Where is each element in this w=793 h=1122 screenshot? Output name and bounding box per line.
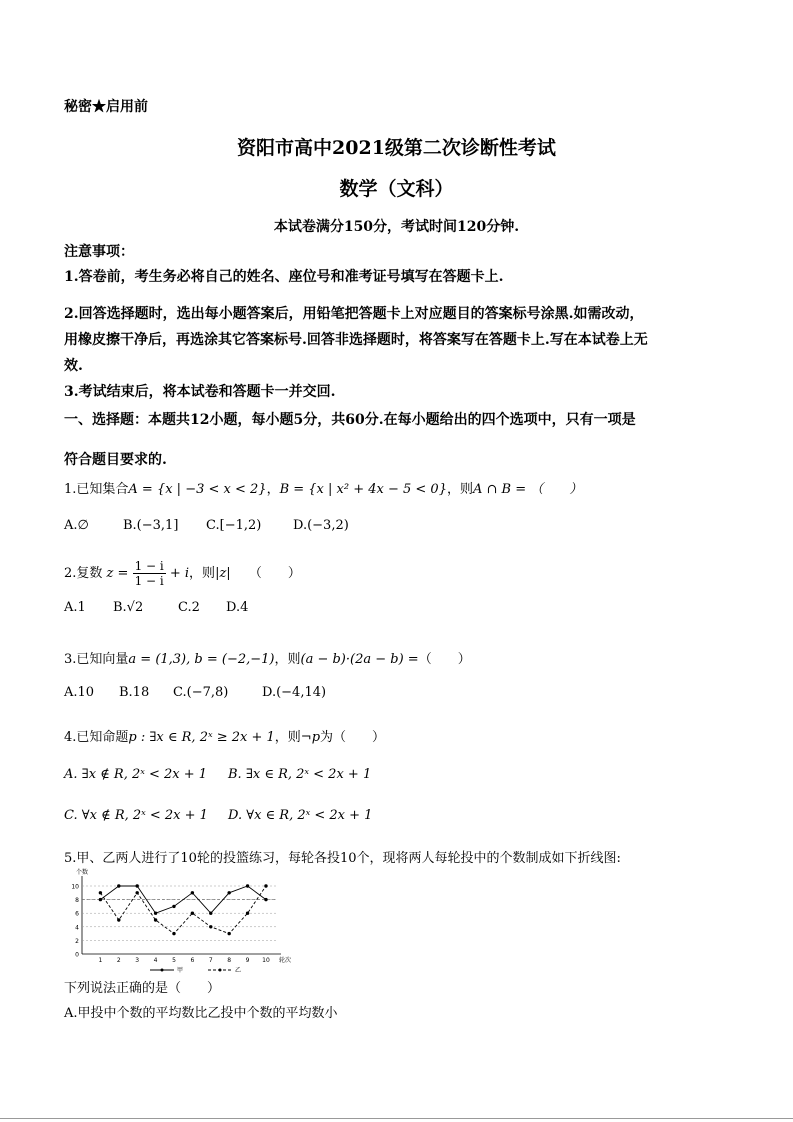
- q2-denominator: 1 − i: [134, 574, 164, 588]
- x-tick-label: 7: [208, 957, 213, 964]
- q3-option-c: C.(−7,8): [173, 685, 229, 700]
- x-tick-label: 4: [153, 957, 158, 964]
- q2-option-c: C.2: [178, 600, 200, 615]
- x-tick-label: 1: [98, 957, 103, 964]
- q2-abs-z: |z|: [215, 566, 231, 581]
- q3-vectors: a = (1,3), b = (−2,−1): [128, 652, 275, 667]
- q3-expression: (a − b)·(2a − b) =: [300, 652, 419, 667]
- q2-stem: 2.复数: [64, 566, 103, 581]
- x-tick-label: 2: [116, 957, 121, 964]
- q2-option-b: B.√2: [113, 600, 144, 615]
- series-line-jia: [100, 886, 266, 913]
- x-tick-label: 9: [245, 957, 250, 964]
- q4-stem: 4.已知命题: [64, 730, 129, 745]
- data-point-yi: [191, 912, 194, 915]
- q2-fraction: [133, 559, 166, 588]
- y-tick-label: 8: [75, 897, 79, 905]
- data-point-jia: [99, 898, 102, 901]
- legend-marker-jia: [161, 969, 164, 972]
- q5-option-a: A.甲投中个数的平均数比乙投中个数的平均数小: [64, 1006, 338, 1021]
- q1-set-b: B = {x | x² + 4x − 5 < 0}: [279, 482, 447, 497]
- data-point-jia: [264, 898, 267, 901]
- q2-stem-b: ，则: [189, 566, 216, 581]
- data-point-jia: [135, 884, 138, 887]
- secret-label: 秘密★启用前: [64, 99, 148, 115]
- y-tick-label: 0: [75, 951, 79, 959]
- q3-option-b: B.18: [119, 685, 150, 700]
- q4-option-c: C. ∀x ∉ R, 2ˣ < 2x + 1: [64, 808, 208, 823]
- question-1: [64, 478, 582, 497]
- q1-ask: A ∩ B = （ ）: [472, 482, 583, 497]
- legend-marker-yi: [219, 969, 222, 972]
- data-point-yi: [135, 891, 138, 894]
- exam-subtitle: 数学（文科）: [339, 178, 454, 200]
- q1-sep: ，: [266, 482, 280, 497]
- q4-stem-b: ，则: [274, 730, 301, 745]
- q1-stem: 1.已知集合: [64, 482, 129, 497]
- data-point-yi: [246, 912, 249, 915]
- x-axis-label: 轮次: [279, 957, 292, 964]
- q2-z-eq: z =: [106, 566, 129, 581]
- q3-option-a: A.10: [64, 685, 95, 700]
- q2-option-d: D.4: [226, 600, 249, 615]
- legend-label-yi: 乙: [235, 967, 242, 974]
- q1-stem-b: ，则: [446, 482, 473, 497]
- q5-question: 下列说法正确的是（ ）: [64, 981, 221, 996]
- notice-heading: 注意事项：: [64, 244, 134, 260]
- q1-option-d: D.(−3,2): [293, 518, 349, 533]
- y-tick-label: 4: [75, 924, 79, 932]
- q4-stem-c: 为（ ）: [320, 730, 386, 745]
- data-point-jia: [191, 891, 194, 894]
- data-point-yi: [154, 918, 157, 921]
- data-point-jia: [154, 912, 157, 915]
- data-point-jia: [172, 905, 175, 908]
- data-point-jia: [117, 884, 120, 887]
- data-point-yi: [99, 891, 102, 894]
- q1-option-a: A.∅: [64, 518, 89, 533]
- data-point-yi: [264, 884, 267, 887]
- data-point-yi: [172, 932, 175, 935]
- y-axis-label: 个数: [76, 869, 89, 876]
- page-bottom-rule: [0, 1118, 793, 1119]
- q2-plus-i: + i: [169, 566, 190, 581]
- section-1-intro: 一、选择题：本题共12小题，每小题5分，共60分.在每小题给出的四个选项中，只有一项是: [64, 412, 636, 428]
- x-tick-label: 8: [227, 957, 232, 964]
- y-tick-label: 6: [75, 910, 79, 918]
- q4-proposition: p : ∃x ∈ R, 2ˣ ≥ 2x + 1: [128, 730, 275, 745]
- question-5: 5.甲、乙两人进行了10轮的投篮练习，每轮各投10个，现将两人每轮投中的个数制成如下折线图:: [64, 851, 621, 866]
- question-2: [64, 559, 301, 588]
- q1-set-a: A = {x | −3 < x < 2}: [128, 482, 267, 497]
- q3-stem-b: ，则: [274, 652, 301, 667]
- notice-item-3: 3.考试结束后，将本试卷和答题卡一并交回.: [64, 384, 336, 400]
- exam-title: 资阳市高中2021级第二次诊断性考试: [237, 137, 556, 159]
- x-tick-label: 6: [190, 957, 195, 964]
- notice-item-2-line-1: 2.回答选择题时，选出每小题答案后，用铅笔把答题卡上对应题目的答案标号涂黑.如需改动，: [64, 306, 644, 322]
- q1-option-b: B.(−3,1]: [123, 518, 179, 533]
- q4-option-a: A. ∃x ∉ R, 2ˣ < 2x + 1: [64, 767, 208, 782]
- legend-label-jia: 甲: [177, 967, 184, 974]
- data-point-jia: [227, 891, 230, 894]
- q2-option-a: A.1: [64, 600, 86, 615]
- q4-option-b: B. ∃x ∈ R, 2ˣ < 2x + 1: [228, 767, 372, 782]
- y-tick-label: 2: [75, 937, 79, 945]
- x-tick-label: 3: [135, 957, 140, 964]
- data-point-yi: [227, 932, 230, 935]
- notice-item-2-line-3: 效.: [64, 358, 83, 374]
- q3-option-d: D.(−4,14): [262, 685, 327, 700]
- x-tick-label: 5: [172, 957, 176, 964]
- question-3: [64, 648, 471, 667]
- q3-paren: （ ）: [418, 652, 471, 667]
- q2-paren: （ ）: [248, 566, 301, 581]
- q2-numerator: 1 − i: [134, 559, 164, 573]
- exam-info: 本试卷满分150分，考试时间120分钟.: [273, 219, 520, 235]
- x-tick-label: 10: [262, 957, 270, 964]
- notice-item-1: 1.答卷前，考生务必将自己的姓名、座位号和准考证号填写在答题卡上.: [64, 269, 504, 285]
- series-line-yi: [100, 886, 266, 934]
- q3-stem: 3.已知向量: [64, 652, 129, 667]
- data-point-yi: [117, 918, 120, 921]
- q4-option-d: D. ∀x ∈ R, 2ˣ < 2x + 1: [228, 808, 373, 823]
- q1-option-c: C.[−1,2): [206, 518, 262, 533]
- question-4: [64, 726, 385, 745]
- line-chart: [58, 866, 292, 978]
- data-point-jia: [246, 884, 249, 887]
- q4-negation: ¬p: [300, 730, 321, 745]
- data-point-yi: [209, 925, 212, 928]
- data-point-jia: [209, 912, 212, 915]
- notice-item-2-line-2: 用橡皮擦干净后，再选涂其它答案标号.回答非选择题时，将答案写在答题卡上.写在本试卷上无: [64, 332, 648, 348]
- y-tick-label: 10: [71, 883, 79, 891]
- section-1-intro-2: 符合题目要求的.: [64, 452, 167, 468]
